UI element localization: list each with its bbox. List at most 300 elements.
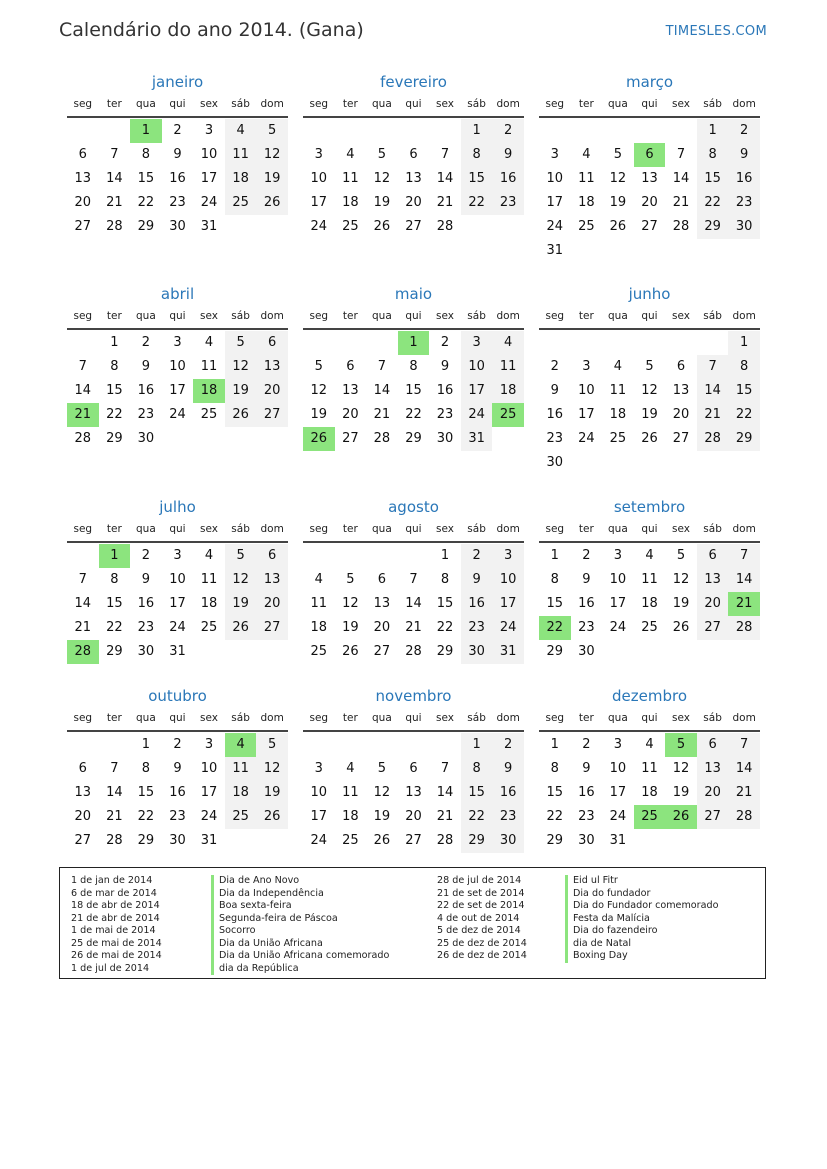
day-cell: 24 [492,616,524,640]
weekday-label: qua [608,712,628,724]
weekday-label: dom [496,712,520,724]
day-cell: 30 [728,215,760,239]
day-cell: 27 [74,219,92,234]
weekday-label: sex [672,310,691,322]
legend-date: 28 de jul de 2014 [437,875,522,886]
day-cell: 24 [609,809,627,824]
day-cell: 19 [310,407,328,422]
day-cell: 16 [461,592,493,616]
day-cell: 7 [440,761,450,776]
weekday-header [67,708,288,732]
day-cell: 17 [169,596,186,611]
day-cell: 13 [256,355,288,379]
weekday-label: sáb [231,98,250,110]
day-cell: 2 [141,335,151,350]
day-cell: 25 [200,407,218,422]
day-cell: 8 [440,572,450,587]
empty-cell [429,733,461,757]
day-cell: 20 [405,809,422,824]
day-cell: 12 [672,761,690,776]
weekday-label: ter [578,310,594,322]
day-cell: 13 [405,785,422,800]
day-cell: 26 [342,644,359,659]
day-cell: 4 [204,548,214,563]
day-cell: 18 [225,167,257,191]
day-cell: 23 [169,809,186,824]
day-cell: 29 [137,219,155,234]
day-cell: 9 [582,761,591,776]
day-cell: 27 [697,805,729,829]
month-name: fevereiro [380,73,447,91]
day-cell: 18 [578,195,595,210]
weekday-label: seg [545,712,565,724]
day-cell: 9 [728,143,760,167]
weekday-label: seg [309,310,329,322]
day-cell: 23 [436,407,454,422]
day-cell: 12 [373,171,391,186]
day-cell: 21 [728,781,760,805]
weekday-label: sex [200,310,219,322]
legend-date: 26 de mai de 2014 [71,950,162,961]
day-cell: 1 [461,119,493,143]
day-cell: 8 [461,757,493,781]
weekday-label: dom [260,523,284,535]
day-cell: 9 [550,383,559,398]
day-cell: 11 [342,785,359,800]
day-cell: 27 [405,219,422,234]
day-cell: 10 [609,761,627,776]
month-name: julho [159,498,196,516]
empty-cell [602,119,634,143]
day-cell: 26 [256,805,288,829]
day-cell: 16 [546,407,564,422]
day-cell: 24 [609,620,627,635]
day-cell: 27 [256,616,288,640]
legend-holiday-name: Boxing Day [565,950,718,963]
weekday-label: qui [169,98,186,110]
weekday-label: dom [732,98,756,110]
month-agosto [303,495,524,664]
day-cell: 2 [582,737,591,752]
day-cell: 7 [440,147,450,162]
day-cell: 28 [728,616,760,640]
day-cell: 17 [546,195,564,210]
day-cell: 31 [546,243,564,258]
legend-holiday-name: Festa da Malícia [565,913,718,926]
weekday-label: sex [436,712,455,724]
weekday-label: sáb [467,712,486,724]
day-cell: 30 [436,431,454,446]
day-cell: 3 [550,147,559,162]
day-cell: 9 [461,568,493,592]
day-cell: 4 [346,761,355,776]
day-cell: 15 [405,383,422,398]
day-cell: 26 [672,620,690,635]
day-cell: 26 [641,431,658,446]
day-cell: 12 [310,383,328,398]
day-cell: 19 [373,195,391,210]
day-cell: 11 [310,596,328,611]
day-cell: 9 [582,572,591,587]
day-cell: 24 [169,620,186,635]
legend-date: 22 de set de 2014 [437,900,525,911]
day-cell: 1 [141,737,151,752]
day-cell: 23 [461,616,493,640]
day-cell: 15 [461,781,493,805]
day-cell: 31 [200,219,218,234]
day-cell: 11 [225,143,257,167]
day-cell: 20 [256,379,288,403]
holiday-legend [59,867,766,979]
day-cell: 6 [78,147,87,162]
day-cell: 30 [546,455,564,470]
day-cell: 7 [377,359,387,374]
day-cell: 7 [728,733,760,757]
day-cell: 16 [728,167,760,191]
day-cell: 30 [578,644,595,659]
day-cell: 8 [728,355,760,379]
day-cell: 6 [377,572,387,587]
day-cell: 14 [74,596,92,611]
day-cell: 26 [609,219,627,234]
day-cell: 5 [256,733,288,757]
weekday-header [539,94,760,118]
weekday-label: qua [136,98,156,110]
day-cell: 11 [200,572,218,587]
day-cell: 20 [697,781,729,805]
empty-cell [303,544,335,568]
day-cell: 21 [436,195,454,210]
weekday-label: sáb [703,98,722,110]
day-cell: 19 [225,379,257,403]
day-cell: 9 [173,147,182,162]
weekday-label: qua [372,712,392,724]
weekday-label: qui [405,310,422,322]
day-cell: 27 [373,644,391,659]
day-cell: 30 [169,219,186,234]
day-cell: 13 [697,568,729,592]
day-cell: 14 [74,383,92,398]
weekday-header [303,519,524,543]
legend-holiday-name: Socorro [211,925,389,938]
day-cell: 11 [342,171,359,186]
day-cell: 6 [676,359,686,374]
day-cell: 2 [141,548,151,563]
day-cell: 20 [74,195,92,210]
month-janeiro [67,70,288,239]
month-name: agosto [388,498,439,516]
weekday-label: sáb [467,310,486,322]
page-title: Calendário do ano 2014. (Gana) [59,19,364,41]
day-cell: 9 [141,359,151,374]
site-link[interactable]: TIMESLES.COM [665,24,767,39]
month-name: março [625,73,674,91]
day-cell: 12 [641,383,658,398]
day-cell: 23 [578,809,595,824]
month-setembro [539,495,760,664]
weekday-header [539,708,760,732]
day-cell: 14 [436,785,454,800]
day-cell: 28 [373,431,391,446]
day-cell: 1 [697,119,729,143]
day-cell: 1 [728,331,760,355]
day-cell: 1 [550,548,559,563]
day-cell: 11 [641,761,658,776]
day-cell: 22 [461,191,493,215]
day-cell: 23 [728,191,760,215]
empty-cell [303,733,335,757]
day-cell: 29 [436,644,454,659]
weekday-label: seg [73,98,93,110]
day-cell: 14 [436,171,454,186]
day-cell: 20 [373,620,391,635]
weekday-header [303,306,524,330]
holiday-day: 1 [130,119,162,143]
weekday-label: qui [405,712,422,724]
day-cell: 22 [106,620,123,635]
month-fevereiro [303,70,524,239]
day-cell: 19 [373,809,391,824]
day-cell: 11 [578,171,595,186]
day-cell: 4 [613,359,623,374]
weekday-label: sex [672,98,691,110]
weekday-header [67,519,288,543]
day-cell: 27 [641,219,658,234]
day-cell: 21 [405,620,422,635]
day-cell: 26 [225,616,257,640]
day-cell: 26 [373,833,391,848]
day-cell: 3 [204,123,214,138]
weekday-label: dom [496,310,520,322]
weekday-label: qua [372,523,392,535]
empty-cell [99,733,131,757]
day-cell: 28 [74,431,92,446]
days-grid [539,118,760,263]
day-cell: 4 [645,548,654,563]
day-cell: 10 [310,785,328,800]
weekday-label: dom [260,712,284,724]
legend-holiday-name: Boa sexta-feira [211,900,389,913]
day-cell: 10 [310,171,328,186]
day-cell: 7 [676,147,686,162]
empty-cell [366,119,398,143]
day-cell: 22 [137,809,155,824]
day-cell: 25 [609,431,627,446]
legend-names-left [211,875,389,975]
empty-cell [67,733,99,757]
day-cell: 20 [697,592,729,616]
day-cell: 9 [173,761,182,776]
legend-holiday-name: dia de Natal [565,938,718,951]
day-cell: 16 [578,596,595,611]
day-cell: 14 [405,596,422,611]
holiday-day: 18 [193,379,225,403]
day-cell: 5 [346,572,355,587]
holiday-day: 28 [67,640,99,664]
legend-holiday-name: Dia do fundador [565,888,718,901]
day-cell: 3 [613,548,623,563]
day-cell: 1 [110,335,119,350]
day-cell: 24 [310,219,328,234]
day-cell: 28 [728,805,760,829]
empty-cell [398,119,430,143]
day-cell: 24 [578,431,595,446]
day-cell: 5 [645,359,654,374]
weekday-label: dom [732,310,756,322]
day-cell: 8 [550,761,559,776]
month-name: novembro [375,687,452,705]
day-cell: 11 [225,757,257,781]
day-cell: 14 [728,568,760,592]
day-cell: 13 [256,568,288,592]
day-cell: 7 [78,359,87,374]
day-cell: 28 [106,219,123,234]
weekday-header [67,94,288,118]
day-cell: 20 [256,592,288,616]
day-cell: 25 [225,805,257,829]
weekday-label: seg [73,712,93,724]
day-cell: 1 [440,548,450,563]
month-dezembro [539,684,760,853]
day-cell: 18 [492,379,524,403]
day-cell: 2 [173,123,182,138]
day-cell: 5 [314,359,323,374]
day-cell: 3 [204,737,214,752]
holiday-day: 5 [665,733,697,757]
legend-holiday-name: Dia da União Africana [211,938,389,951]
empty-cell [571,119,603,143]
day-cell: 5 [225,544,257,568]
weekday-label: qui [405,523,422,535]
day-cell: 18 [342,809,359,824]
day-cell: 5 [676,548,686,563]
day-cell: 20 [74,809,92,824]
day-cell: 24 [546,219,564,234]
days-grid [67,732,288,853]
day-cell: 2 [173,737,182,752]
day-cell: 14 [728,757,760,781]
day-cell: 22 [405,407,422,422]
weekday-label: sex [200,98,219,110]
day-cell: 30 [578,833,595,848]
day-cell: 1 [461,733,493,757]
weekday-label: qui [641,98,658,110]
day-cell: 13 [373,596,391,611]
legend-holiday-name: Dia da Independência [211,888,389,901]
day-cell: 15 [106,383,123,398]
weekday-label: ter [342,98,358,110]
day-cell: 29 [461,829,493,853]
legend-date: 1 de jul de 2014 [71,962,150,974]
day-cell: 5 [377,147,387,162]
empty-cell [539,331,571,355]
day-cell: 23 [546,431,564,446]
day-cell: 15 [546,596,564,611]
holiday-day: 22 [539,616,571,640]
day-cell: 18 [342,195,359,210]
legend-date: 5 de dez de 2014 [437,925,521,936]
day-cell: 19 [672,785,690,800]
holiday-day: 6 [634,143,666,167]
day-cell: 9 [492,757,524,781]
day-cell: 22 [546,809,564,824]
day-cell: 12 [609,171,627,186]
day-cell: 21 [106,195,123,210]
day-cell: 7 [728,544,760,568]
day-cell: 17 [492,592,524,616]
legend-date: 21 de set de 2014 [437,887,525,899]
days-grid [539,732,760,853]
day-cell: 15 [728,379,760,403]
day-cell: 23 [492,805,524,829]
day-cell: 23 [578,620,595,635]
day-cell: 22 [697,191,729,215]
weekday-label: qui [641,310,658,322]
day-cell: 19 [256,167,288,191]
day-cell: 27 [74,833,92,848]
weekday-label: ter [106,310,122,322]
weekday-label: qua [136,310,156,322]
day-cell: 20 [672,407,690,422]
legend-date: 6 de mar de 2014 [71,887,157,899]
day-cell: 17 [609,596,627,611]
day-cell: 20 [342,407,359,422]
weekday-label: qui [641,523,658,535]
empty-cell [665,331,697,355]
weekday-label: ter [342,523,358,535]
weekday-label: dom [732,712,756,724]
holiday-day: 26 [665,805,697,829]
day-cell: 31 [169,644,186,659]
weekday-label: ter [106,98,122,110]
day-cell: 8 [110,572,119,587]
weekday-label: dom [260,310,284,322]
weekday-label: qui [641,712,658,724]
day-cell: 30 [137,431,155,446]
day-cell: 9 [492,143,524,167]
month-name: junho [628,285,671,303]
day-cell: 25 [578,219,595,234]
day-cell: 3 [173,548,182,563]
day-cell: 5 [256,119,288,143]
weekday-header [303,94,524,118]
day-cell: 16 [436,383,454,398]
day-cell: 6 [256,331,288,355]
weekday-label: sáb [231,712,250,724]
weekday-label: ter [106,712,122,724]
day-cell: 4 [204,335,214,350]
day-cell: 10 [200,761,218,776]
day-cell: 25 [641,620,658,635]
day-cell: 18 [641,785,658,800]
weekday-label: sáb [467,523,486,535]
month-julho [67,495,288,664]
day-cell: 4 [225,119,257,143]
day-cell: 18 [609,407,627,422]
day-cell: 11 [492,355,524,379]
day-cell: 25 [342,833,359,848]
day-cell: 13 [74,171,92,186]
weekday-label: sex [200,523,219,535]
day-cell: 29 [106,644,123,659]
day-cell: 25 [200,620,218,635]
weekday-label: ter [342,712,358,724]
day-cell: 22 [728,403,760,427]
day-cell: 6 [697,733,729,757]
day-cell: 10 [546,171,564,186]
day-cell: 22 [137,195,155,210]
weekday-label: seg [73,523,93,535]
